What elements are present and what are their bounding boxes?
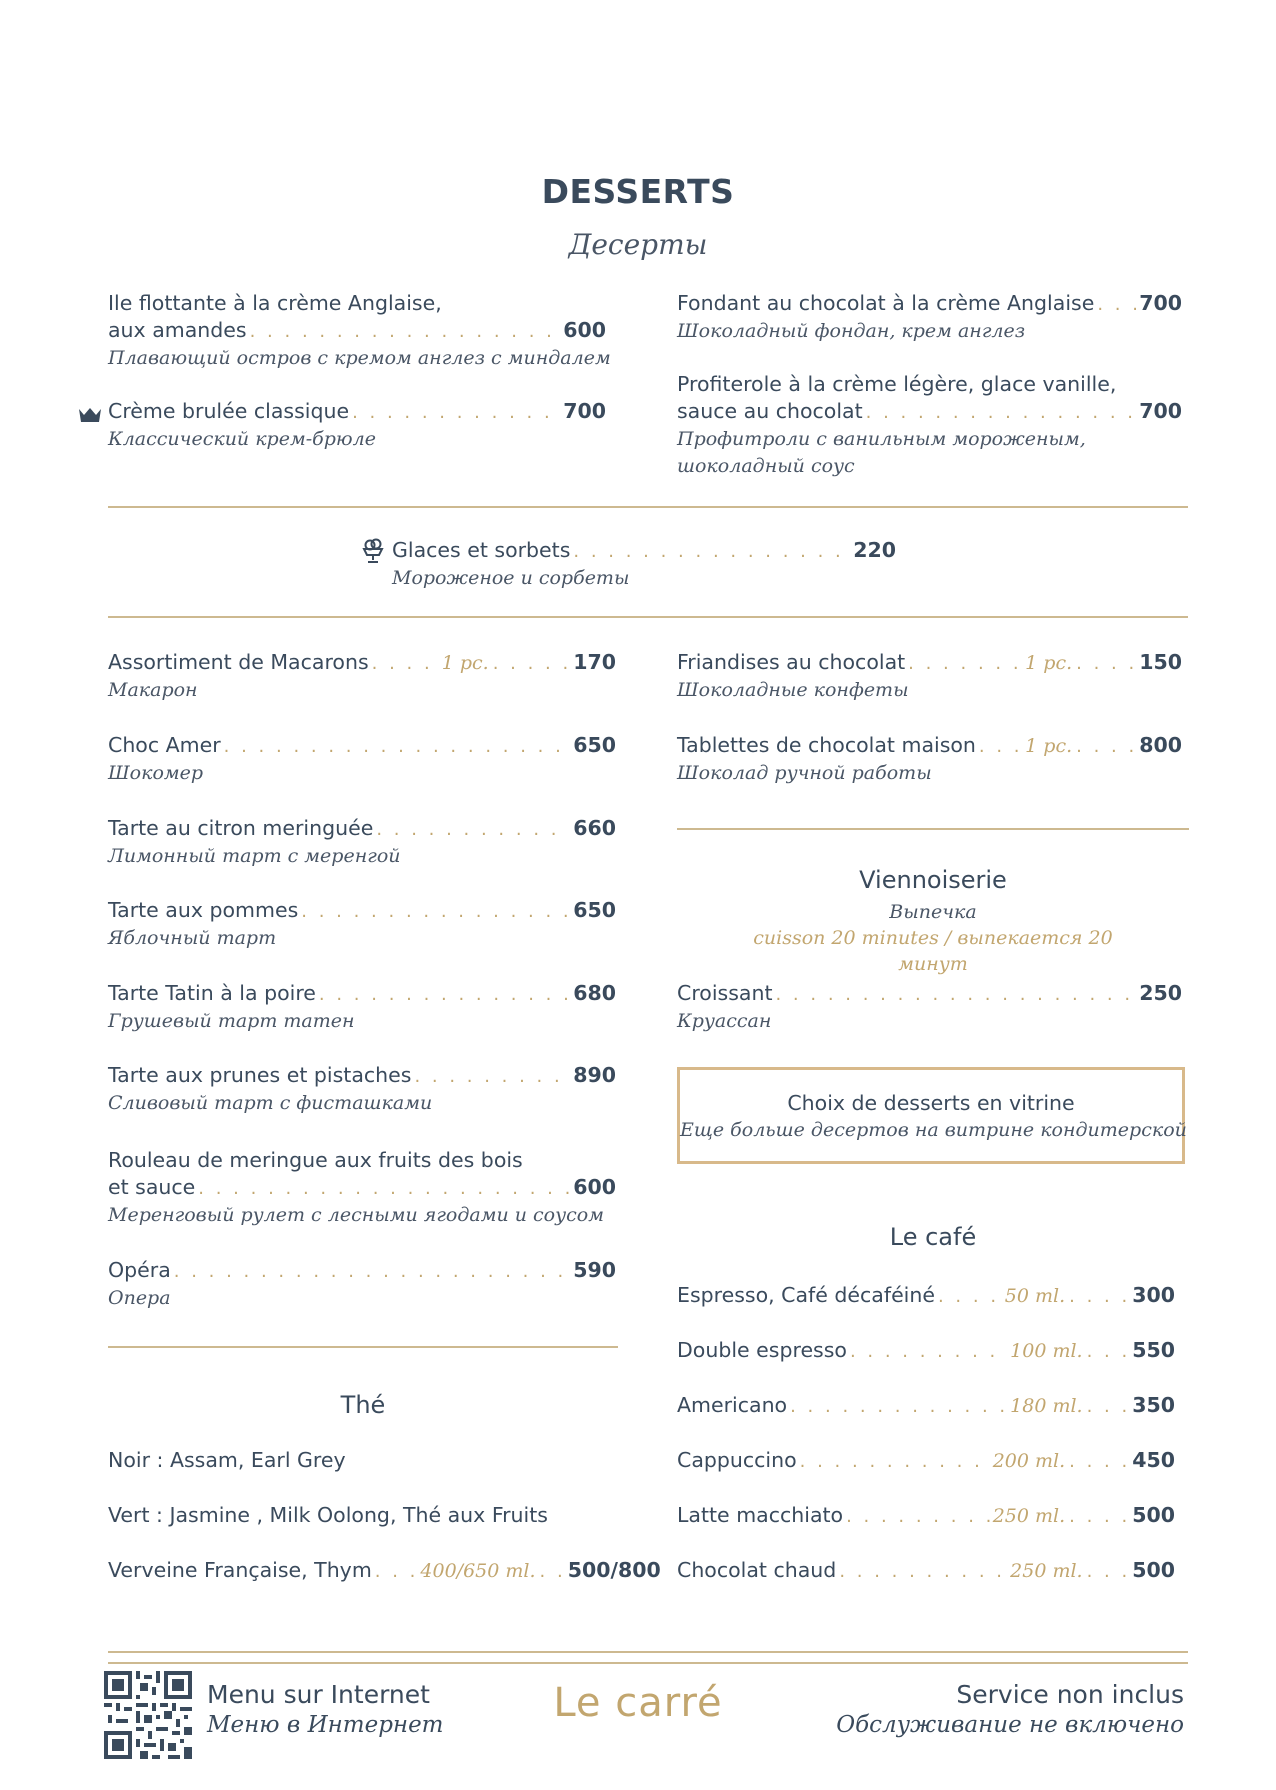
crown-icon [78,406,102,424]
baking-note-line2: минут [898,953,968,975]
menu-item [108,290,611,372]
item-price: 450 [1132,1448,1175,1472]
menu-item: Tablettes de chocolat maison . . . 1 pc. . . . . 800 Шоколад ручной работы [677,732,1182,787]
item-name-ru: Шокомер [108,762,204,784]
item-name: Opéra [108,1258,171,1282]
item-price: 220 [853,538,896,562]
menu-item [108,398,606,453]
item-price: 700 [563,399,606,423]
menu-item: Assortiment de Macarons . . . 1 pc. . . . . . 170 Макарон [108,649,616,704]
menu-online-label-ru: Меню в Интернет [207,1712,444,1738]
menu-item [108,1147,616,1229]
item-price: 500 [1132,1558,1175,1582]
menu-item: Latte macchiato . . . 250 ml. . . . . 500 [677,1502,1175,1530]
footer-divider-bottom [108,1662,1188,1664]
item-name: Tarte aux pommes [108,898,299,922]
item-name: Tarte aux prunes et pistaches [108,1063,412,1087]
item-price: 700 [1139,291,1182,315]
baking-note: cuisson 20 minutes / выпекается 20 [753,927,1113,949]
item-name-ru: Шоколадный фондан, крем англез [677,320,1026,342]
menu-item [108,1502,618,1529]
menu-item: Cappuccino . . . 200 ml. . . . . 450 [677,1447,1175,1475]
item-unit: 250 ml. [992,1505,1066,1527]
item-name: Croissant [677,981,773,1005]
item-name-ru: Сливовый тарт с фисташками [108,1092,433,1114]
menu-item: Friandises au chocolat . . . 1 pc. . . . . 150 Шоколадные конфеты [677,649,1182,704]
menu-item [108,1062,616,1117]
item-price: 680 [573,981,616,1005]
item-name-ru: Меренговый рулет с лесными ягодами и соусом [108,1204,604,1226]
item-price: 660 [573,816,616,840]
section-heading-viennoiserie: Viennoiserie [859,866,1007,894]
brand-logo: Le carré [553,1680,723,1726]
item-name-ru: Грушевый тарт татен [108,1010,355,1032]
item-name: Tarte au citron meringuée [108,816,374,840]
item-name: Glaces et sorbets [392,538,571,562]
menu-item [677,371,1182,480]
item-unit: 1 pc. [1025,652,1073,674]
item-name: Americano [677,1393,788,1417]
menu-item: Double espresso . . . 100 ml. . . . 550 [677,1337,1175,1365]
item-price: 890 [573,1063,616,1087]
menu-item [108,1447,618,1474]
menu-item [392,537,896,592]
item-name-ru: Шоколадные конфеты [677,679,909,701]
vitrine-box [677,1067,1185,1164]
item-unit: 100 ml. [1010,1340,1083,1362]
item-price: 650 [573,898,616,922]
item-name-ru: Макарон [108,679,198,701]
menu-item [108,980,616,1035]
item-unit: 400/650 ml. [420,1560,536,1582]
item-name: Assortiment de Macarons [108,650,369,674]
item-price: 590 [573,1258,616,1282]
qr-code [104,1671,192,1759]
divider [108,616,1188,618]
page-title: DESSERTS [541,172,735,211]
item-price: 500 [1132,1503,1175,1527]
divider [677,828,1189,830]
divider [108,1346,618,1348]
item-name-ru: Классический крем-брюле [108,428,376,450]
item-name: Vert : Jasmine , Milk Oolong, Thé aux Fruits [108,1503,548,1527]
section-subheading-ru: Выпечка [889,901,977,923]
menu-item: Verveine Française, Thym . . . 400/650 ml. . . 500/800 [108,1557,616,1585]
item-name: Friandises au chocolat [677,650,906,674]
item-name: Cappuccino [677,1448,797,1472]
item-name-ru: Мороженое и сорбеты [392,567,630,589]
vitrine-subtitle-ru: Еще больше десертов на витрине кондитерской [680,1119,1187,1141]
item-price: 650 [573,733,616,757]
item-price: 600 [563,318,606,342]
menu-item [108,897,616,952]
item-price: 170 [573,650,616,674]
item-price: 600 [573,1175,616,1199]
item-price: 150 [1139,650,1182,674]
menu-online-label: Menu sur Internet [207,1680,430,1709]
item-price: 700 [1139,399,1182,423]
item-name: Fondant au chocolat à la crème Anglaise [677,291,1095,315]
menu-item [108,732,616,787]
vitrine-title: Choix de desserts en vitrine [787,1091,1075,1115]
item-name: Choc Amer [108,733,221,757]
item-price: 350 [1132,1393,1175,1417]
item-name: Tarte Tatin à la poire [108,981,316,1005]
item-name: Latte macchiato [677,1503,844,1527]
item-unit: 1 pc. [1025,735,1073,757]
item-name: et sauce [108,1175,196,1199]
item-name-ru: Плавающий остров с кремом англез с миндалем [108,347,611,369]
menu-item [108,1257,616,1312]
item-name-ru: Круассан [677,1010,772,1032]
item-price: 800 [1139,733,1182,757]
item-name: Crème brulée classique [108,399,350,423]
menu-item: Espresso, Café décaféiné . . . 50 ml. . . . . 300 [677,1282,1175,1310]
item-unit: 180 ml. [1010,1395,1083,1417]
menu-item: Americano . . . 180 ml. . . . 350 [677,1392,1175,1420]
ice-cream-cup-icon [361,538,385,564]
menu-item [108,815,616,870]
page-subtitle: Десерты [568,228,708,261]
item-name: aux amandes [108,318,247,342]
item-name: Espresso, Café décaféiné [677,1283,935,1307]
item-name: sauce au chocolat [677,399,863,423]
item-name-ru: Лимонный тарт с меренгой [108,845,401,867]
item-price: 550 [1132,1338,1175,1362]
footer-divider-top [108,1651,1188,1653]
item-name: Noir : Assam, Earl Grey [108,1448,346,1472]
item-name-line1: Rouleau de meringue aux fruits des bois [108,1148,523,1172]
item-name: Double espresso [677,1338,847,1362]
section-heading-cafe: Le café [889,1223,977,1251]
item-unit: 50 ml. [1004,1285,1066,1307]
item-price: 500/800 [567,1558,661,1582]
item-price: 300 [1132,1283,1175,1307]
item-name: Chocolat chaud [677,1558,837,1582]
item-name-ru: Яблочный тарт [108,927,277,949]
item-name-ru: Профитроли с ванильным мороженым, [677,428,1086,450]
service-note-ru: Обслуживание не включено [836,1712,1184,1738]
section-heading-the: Thé [340,1391,386,1419]
item-name-line1: Ile flottante à la crème Anglaise, [108,291,442,315]
item-name-ru: Шоколад ручной работы [677,762,932,784]
divider [108,506,1188,508]
item-price: 250 [1139,981,1182,1005]
service-note: Service non inclus [956,1680,1184,1709]
item-unit: 1 pc. [441,652,489,674]
item-name: Tablettes de chocolat maison [677,733,976,757]
item-name-ru-line2: шоколадный соус [677,455,855,477]
item-unit: 200 ml. [992,1450,1066,1472]
menu-item: Chocolat chaud . . . 250 ml. . . . 500 [677,1557,1175,1585]
item-name-ru: Опера [108,1287,171,1309]
menu-item [677,980,1182,1035]
item-unit: 250 ml. [1010,1560,1083,1582]
item-name-line1: Profiterole à la crème légère, glace vanille, [677,372,1117,396]
menu-item [677,290,1182,345]
item-name: Verveine Française, Thym [108,1558,372,1582]
